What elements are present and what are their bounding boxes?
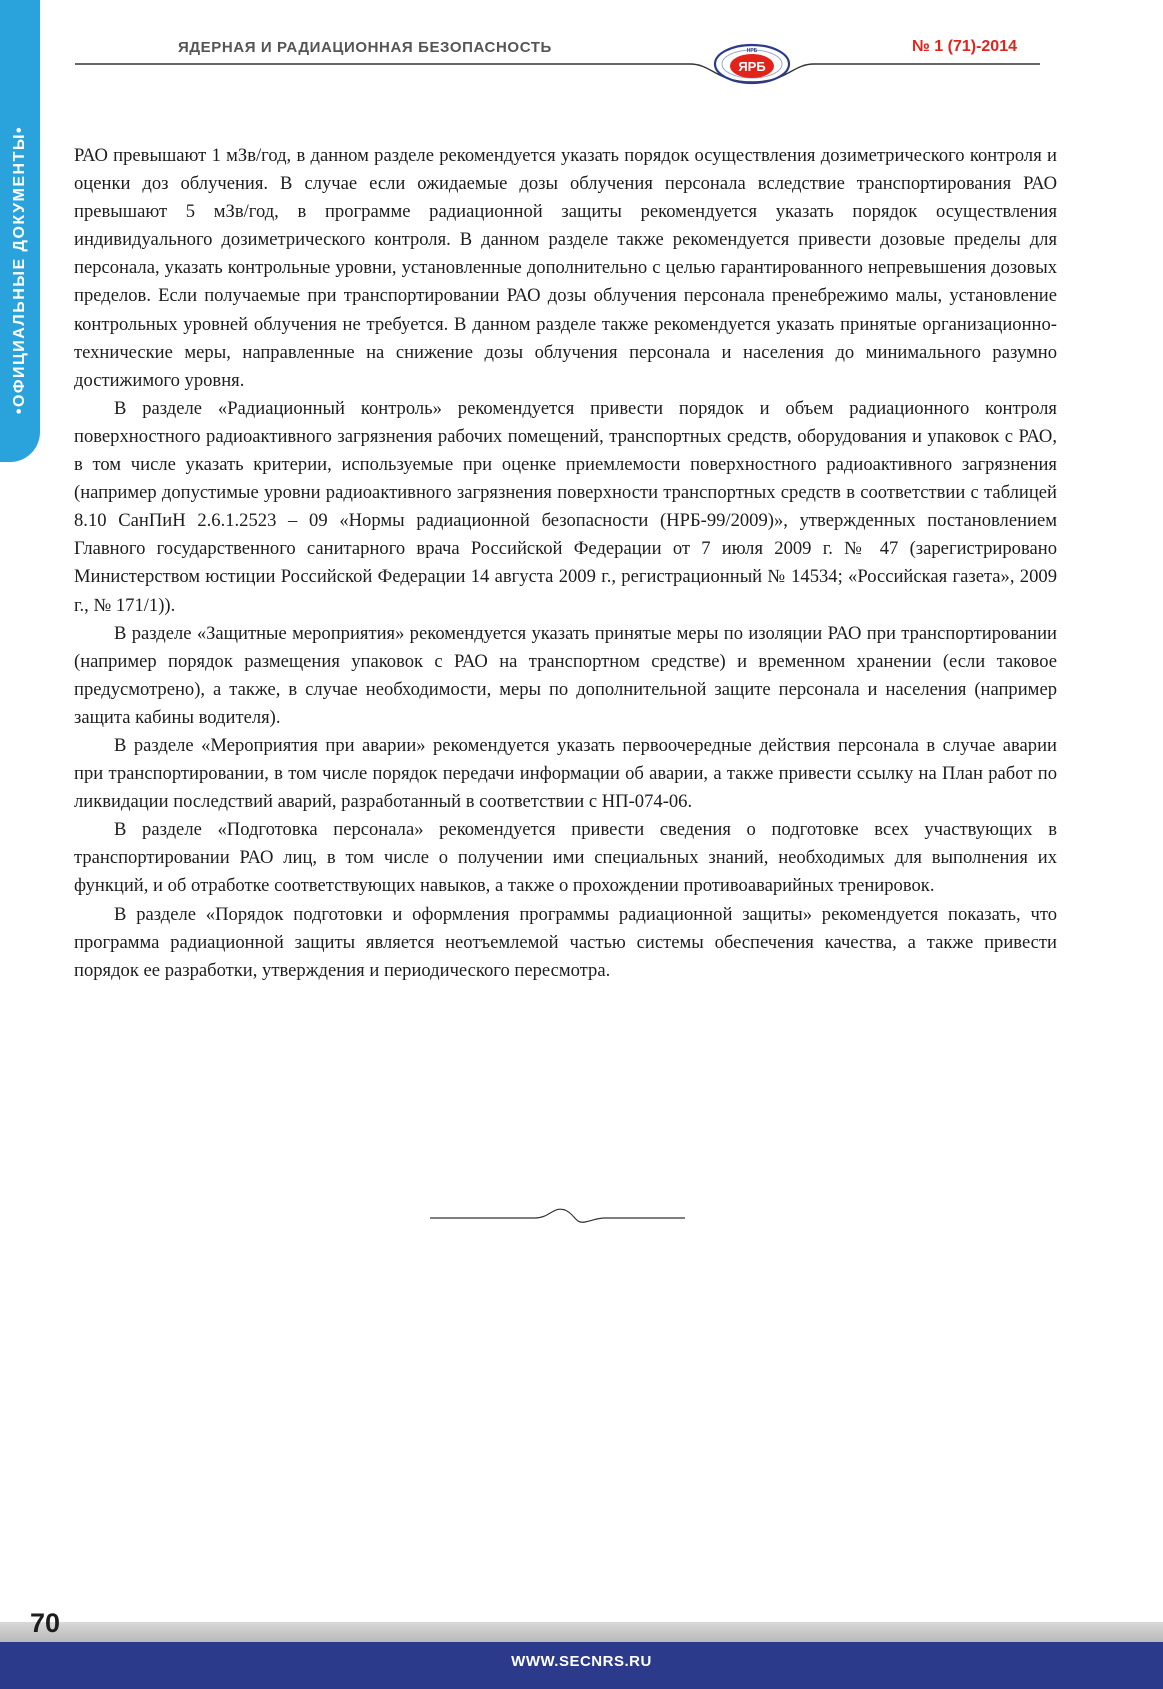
paragraph: В разделе «Мероприятия при аварии» рекомендуется указать первоочередные действия персонала в случае аварии при транспортировании, в том числе порядок передачи информации об аварии, а также привести ссылку на План работ по ликвидации последствий аварий, разработанный в соответствии с НП-074-06. <box>74 734 1057 813</box>
journal-logo-icon <box>712 42 792 86</box>
logo-subtext: НРБ <box>746 48 758 54</box>
article-body <box>74 142 1057 985</box>
paragraph: В разделе «Порядок подготовки и оформления программы радиационной защиты» рекомендуется показать, что программа радиационной защиты является неотъемлемой частью системы обеспечения качества, а также привести порядок ее разработки, утверждения и периодического пересмотра. <box>74 903 1057 981</box>
logo-text: ЯРБ <box>738 59 766 74</box>
page-number: 70 <box>30 1608 61 1638</box>
section-label: •ОФИЦИАЛЬНЫЕ ДОКУМЕНТЫ• <box>11 125 28 415</box>
footer-bar <box>0 1642 1163 1689</box>
footer-divider <box>0 1622 1163 1642</box>
issue-number: № 1 (71)-2014 <box>912 38 1017 55</box>
end-ornament-icon <box>425 1196 685 1236</box>
paragraph: В разделе «Подготовка персонала» рекомендуется привести сведения о подготовке всех участвующих в транспортировании РАО лиц, в том числе о получении ими специальных знаний, необходимых для выполнения их функций, и об отработке соответствующих навыков, а также о прохождении противоаварийных тренировок. <box>74 819 1057 897</box>
paragraph: РАО превышают 1 мЗв/год, в данном разделе рекомендуется указать порядок осуществления дозиметрического контроля и оценки доз облучения. В случае если ожидаемые дозы облучения персонала вследствие транспортирования РАО превышают 5 мЗв/год, в программе радиационной защиты рекомендуется указать порядок осуществления индивидуального дозиметрического контроля. В данном разделе также рекомендуется привести дозовые пределы для персонала, указать контрольные уровни, установленные дополнительно с целью гарантированного непревышения дозовых пределов. Если получаемые при транспортировании РАО дозы облучения персонала пренебрежимо малы, установление контрольных уровней облучения не требуется. В данном разделе также рекомендуется указать принятые организационно-технические меры, направленные на снижение дозы облучения персонала и населения до минимального разумно достижимого уровня. <box>74 145 1057 391</box>
paragraph: В разделе «Защитные мероприятия» рекомендуется указать принятые меры по изоляции РАО при транспортировании (например порядок размещения упаковок с РАО на транспортном средстве) и временном хранении (если таковое предусмотрено), а также, в случае необходимости, меры по дополнительной защите персонала и населения (например защита кабины водителя). <box>74 622 1057 728</box>
website-url: WWW.SECNRS.RU <box>511 1653 652 1670</box>
journal-title: ЯДЕРНАЯ И РАДИАЦИОННАЯ БЕЗОПАСНОСТЬ <box>178 39 552 56</box>
paragraph: В разделе «Радиационный контроль» рекомендуется привести порядок и объем радиационного контроля поверхностного радиоактивного загрязнения рабочих помещений, транспортных средств, оборудования и упаковок с РАО, в том числе указать критерии, используемые при оценке приемлемости поверхностного радиоактивного загрязнения (например допустимые уровни радиоактивного загрязнения поверхности транспортных средств в соответствии с таблицей 8.10 СанПиН 2.6.1.2523 – 09 «Нормы радиационной безопасности (НРБ-99/2009)», утвержденных постановлением Главного государственного санитарного врача Российской Федерации от 7 июля 2009 г. № 47 (зарегистрировано Министерством юстиции Российской Федерации 14 августа 2009 г., регистрационный № 14534; «Российская газета», 2009 г., № 171/1)). <box>74 397 1057 616</box>
